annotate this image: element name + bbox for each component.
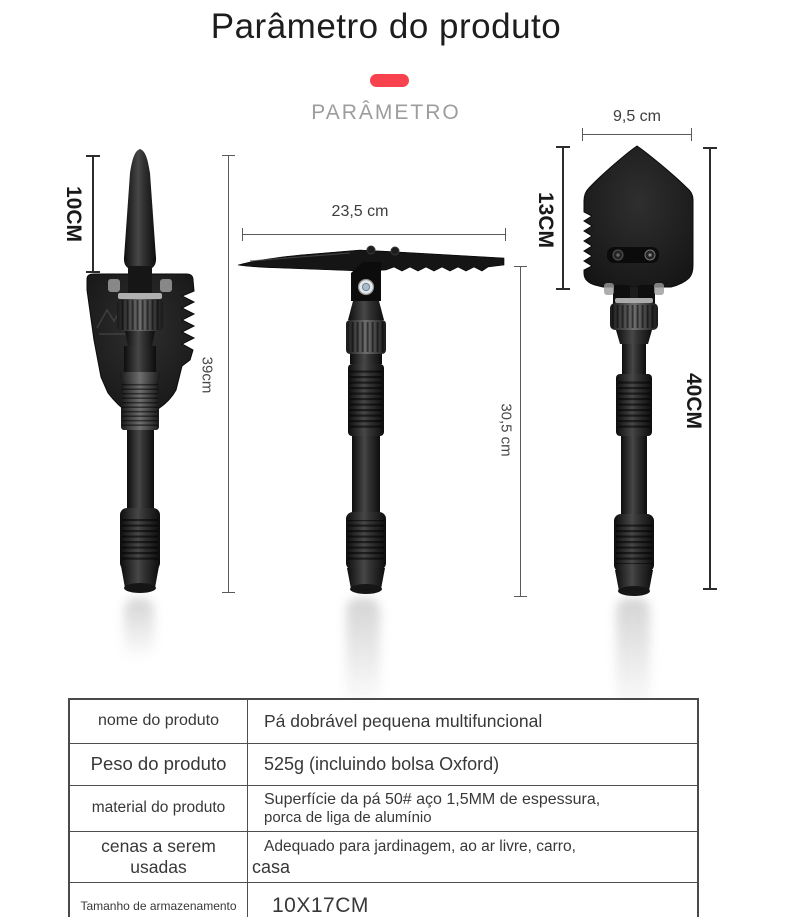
joint: [350, 354, 382, 364]
screw-center: [616, 253, 619, 256]
table-row-product-weight: [69, 743, 698, 785]
table-row-product-material: [69, 785, 698, 831]
reflection: [346, 598, 380, 710]
threaded-rod-threads: [122, 382, 158, 428]
collar: [348, 301, 384, 320]
washer-ring: [615, 298, 653, 303]
collar: [616, 330, 652, 344]
spec-label-text: nome do produto: [98, 712, 219, 730]
dim-line-blade-height: [562, 146, 564, 290]
spec-label-text: Peso do produto: [90, 753, 227, 774]
pickaxe-figure: [238, 246, 504, 594]
grip-ribs: [122, 516, 158, 562]
spec-value-text: Superfície da pá 50# aço 1,5MM de espessura,: [264, 791, 601, 808]
dim-line-blade-width: [582, 134, 692, 135]
table-row-product-name: [69, 699, 698, 743]
dim-label-blade-height: 13CM: [534, 191, 557, 249]
dim-label-pickaxe-height: 30,5 cm: [497, 403, 515, 457]
spec-value-text: porca de liga de alumínio: [264, 809, 432, 826]
lock-nut-knurl: [119, 300, 161, 330]
grip-ribs: [616, 522, 652, 564]
spec-label-text: cenas a serem: [101, 835, 216, 856]
spec-label: [69, 882, 248, 917]
dim-line-folded-total: [228, 155, 229, 593]
end-cap-base: [618, 586, 650, 596]
hinge-post: [128, 266, 152, 296]
dim-label-folded-total: 39cm: [198, 356, 216, 394]
folded-shovel-figure: [87, 149, 194, 593]
dim-line-pickaxe-width: [242, 234, 506, 235]
latch-clip: [654, 283, 664, 295]
grip-ribs: [348, 520, 384, 562]
spec-value-text: casa: [252, 856, 291, 877]
shaft-tube: [621, 436, 647, 514]
spec-label-text: usadas: [130, 856, 187, 877]
screw-center: [648, 253, 651, 256]
dim-line-extended-total: [709, 147, 711, 590]
table-row-usage-scenes: [69, 831, 698, 882]
lock-collar-knurl: [348, 322, 384, 352]
spec-value: [248, 785, 699, 831]
spec-value-text: Adequado para jardinagem, ao ar livre, carro,: [264, 837, 576, 855]
section-subtitle: PARÂMETRO: [311, 101, 461, 124]
shaft-tube: [127, 430, 154, 510]
end-cap-base: [350, 584, 382, 594]
table-row-storage-size: [69, 882, 698, 917]
joint: [622, 344, 646, 374]
dim-line-spike-height: [92, 155, 94, 273]
spec-label: [69, 699, 248, 743]
spec-label: [69, 831, 248, 882]
dim-line-pickaxe-height: [520, 266, 521, 597]
extended-shovel-figure: [584, 146, 693, 596]
spec-value: [248, 699, 699, 743]
latch-clip: [160, 279, 172, 292]
spec-value: [248, 882, 699, 917]
joint: [124, 346, 156, 374]
thread-ring: [120, 372, 160, 380]
spike-tip: [124, 149, 156, 271]
spec-value: [248, 831, 699, 882]
dim-label-spike-height: 10CM: [62, 185, 85, 243]
spec-label-text: material do produto: [91, 799, 226, 816]
page-title: Parâmetro do produto: [210, 7, 562, 46]
spec-value-text: 525g (incluindo bolsa Oxford): [264, 753, 500, 774]
blade-knob: [391, 247, 399, 255]
dim-label-pickaxe-width: 23,5 cm: [331, 203, 389, 220]
spec-label: [69, 743, 248, 785]
washer-ring: [118, 293, 162, 299]
end-cap-base: [124, 583, 156, 593]
dim-label-blade-width: 9,5 cm: [612, 108, 662, 125]
spec-table: [68, 698, 699, 917]
latch-clip: [108, 279, 120, 292]
spec-value-text: 10X17CM: [272, 893, 369, 917]
spec-value: [248, 743, 699, 785]
latch-clip: [604, 283, 614, 295]
spec-label: [69, 785, 248, 831]
lock-collar-knurl: [612, 305, 656, 328]
screw-center: [362, 283, 369, 290]
spec-value-text: Pá dobrável pequena multifuncional: [264, 710, 543, 731]
upper-grip-ribs: [618, 380, 650, 430]
reflection: [124, 598, 154, 660]
dim-label-extended-total: 40CM: [682, 372, 705, 430]
upper-grip-ribs: [350, 370, 382, 430]
shovel-head: [584, 146, 693, 287]
blade-knob: [367, 246, 375, 254]
shaft-tube: [352, 436, 380, 512]
spec-label-text: Tamanho de armazenamento: [80, 898, 237, 913]
neck: [125, 331, 155, 346]
